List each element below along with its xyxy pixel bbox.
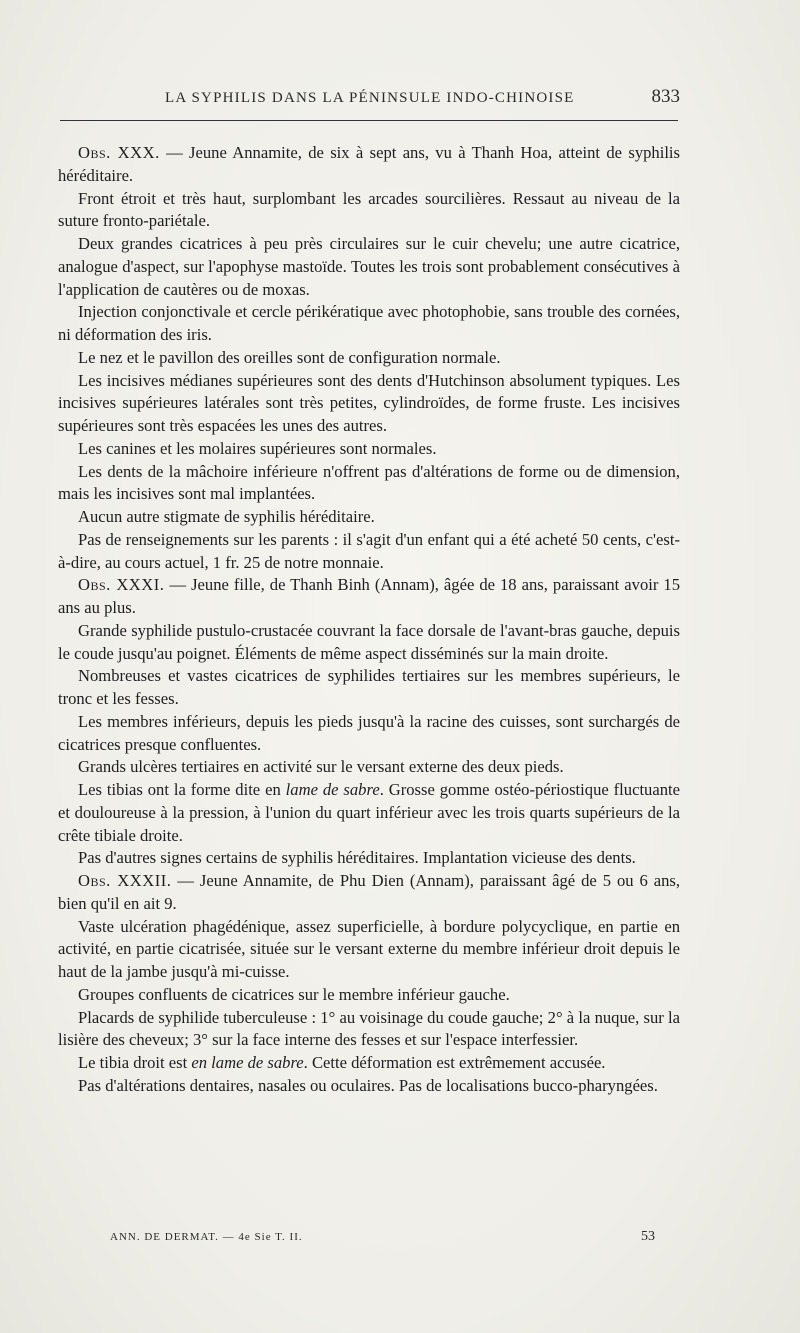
page-footer [110, 1231, 655, 1251]
paragraph: Placards de syphilide tuberculeuse : 1° au voisinage du coude gauche; 2° à la nuque, sur la lisière des cheveux; 3° sur la face interne des fesses et sur l'espace interfessier. [58, 1007, 680, 1050]
paragraph: Les tibias ont la forme dite en lame de sabre. Grosse gomme ostéo-périostique fluctuante et douloureuse à la pression, à l'union du quart inférieur avec les trois quarts supérieurs de la crête tibiale droite. [58, 780, 680, 845]
paragraph: Pas d'altérations dentaires, nasales ou oculaires. Pas de localisations bucco-pharyngées. [78, 1075, 658, 1095]
paragraph: Front étroit et très haut, surplombant les arcades sourcilières. Ressaut au niveau de la suture fronto-pariétale. [58, 188, 680, 231]
paragraph: Nombreuses et vastes cicatrices de syphilides tertiaires sur les membres supérieurs, le tronc et les fesses. [58, 666, 680, 708]
paragraph: Groupes confluents de cicatrices sur le membre inférieur gauche. [78, 984, 510, 1004]
observation-label: Obs. XXX. [78, 143, 160, 162]
header-rule [60, 120, 678, 121]
paragraph: Pas d'autres signes certains de syphilis héréditaires. Implantation vicieuse des dents. [78, 848, 636, 868]
signature-mark: 53 [641, 1229, 655, 1244]
paragraph: Obs. XXXI. — Jeune fille, de Thanh Binh (Annam), âgée de 18 ans, paraissant avoir 15 ans au plus. [58, 575, 680, 617]
paragraph: Les incisives médianes supérieures sont des dents d'Hutchinson absolument typiques. Les incisives supérieures latérales sont très petites, cylindroïdes, de forme fruste. Les incisives supérieures sont très espacées les unes des autres. [58, 370, 680, 435]
paragraph: Grands ulcères tertiaires en activité sur le versant externe des deux pieds. [78, 757, 564, 777]
paragraph: Les membres inférieurs, depuis les pieds jusqu'à la racine des cuisses, sont surchargés de cicatrices presque confluentes. [58, 711, 680, 754]
paragraph: Injection conjonctivale et cercle périkératique avec photophobie, sans trouble des cornées, ni déformation des iris. [58, 302, 680, 344]
italic-term: en lame de sabre [191, 1053, 304, 1072]
paragraph: Grande syphilide pustulo-crustacée couvrant la face dorsale de l'avant-bras gauche, depuis le coude jusqu'au poignet. Éléments de même aspect disséminés sur la main droite. [58, 620, 680, 663]
paragraph: Le tibia droit est en lame de sabre. Cette déformation est extrêmement accusée. [78, 1053, 606, 1072]
paragraph: Obs. XXX. — Jeune Annamite, de six à sept ans, vu à Thanh Hoa, atteint de syphilis héréditaire. [58, 143, 680, 185]
page-number: 833 [651, 86, 680, 107]
paragraph: Les canines et les molaires supérieures sont normales. [78, 438, 437, 458]
running-title: LA SYPHILIS DANS LA PÉNINSULE INDO-CHINOISE [165, 90, 575, 106]
journal-citation: ANN. DE DERMAT. — 4e Sie T. II. [110, 1231, 303, 1243]
paragraph: Obs. XXXII. — Jeune Annamite, de Phu Dien (Annam), paraissant âgé de 5 ou 6 ans, bien qu'il en ait 9. [58, 871, 681, 913]
page-header [165, 88, 680, 112]
observation-label: Obs. XXXII. [78, 871, 172, 890]
paragraph: Vaste ulcération phagédénique, assez superficielle, à bordure polycyclique, en partie en activité, en partie cicatrisée, située sur le versant externe du membre inférieur droit depuis le haut de la jambe jusqu'à mi-cuisse. [58, 916, 680, 981]
italic-term: lame de sabre [285, 780, 380, 799]
paragraph: Aucun autre stigmate de syphilis héréditaire. [78, 507, 375, 526]
paragraph: Deux grandes cicatrices à peu près circulaires sur le cuir chevelu; une autre cicatrice, analogue d'aspect, sur l'apophyse mastoïde. Toutes les trois sont probablement consécutives à l'application de cautères ou de moxas. [58, 234, 680, 299]
paragraph: Pas de renseignements sur les parents : il s'agit d'un enfant qui a été acheté 50 cents, c'est-à-dire, au cours actuel, 1 fr. 25 de notre monnaie. [58, 529, 680, 572]
body-text [58, 142, 680, 1098]
paragraph: Le nez et le pavillon des oreilles sont de configuration normale. [78, 347, 501, 367]
observation-label: Obs. XXXI. [78, 575, 165, 595]
paragraph: Les dents de la mâchoire inférieure n'offrent pas d'altérations de forme ou de dimension, mais les incisives sont mal implantées. [58, 461, 680, 504]
